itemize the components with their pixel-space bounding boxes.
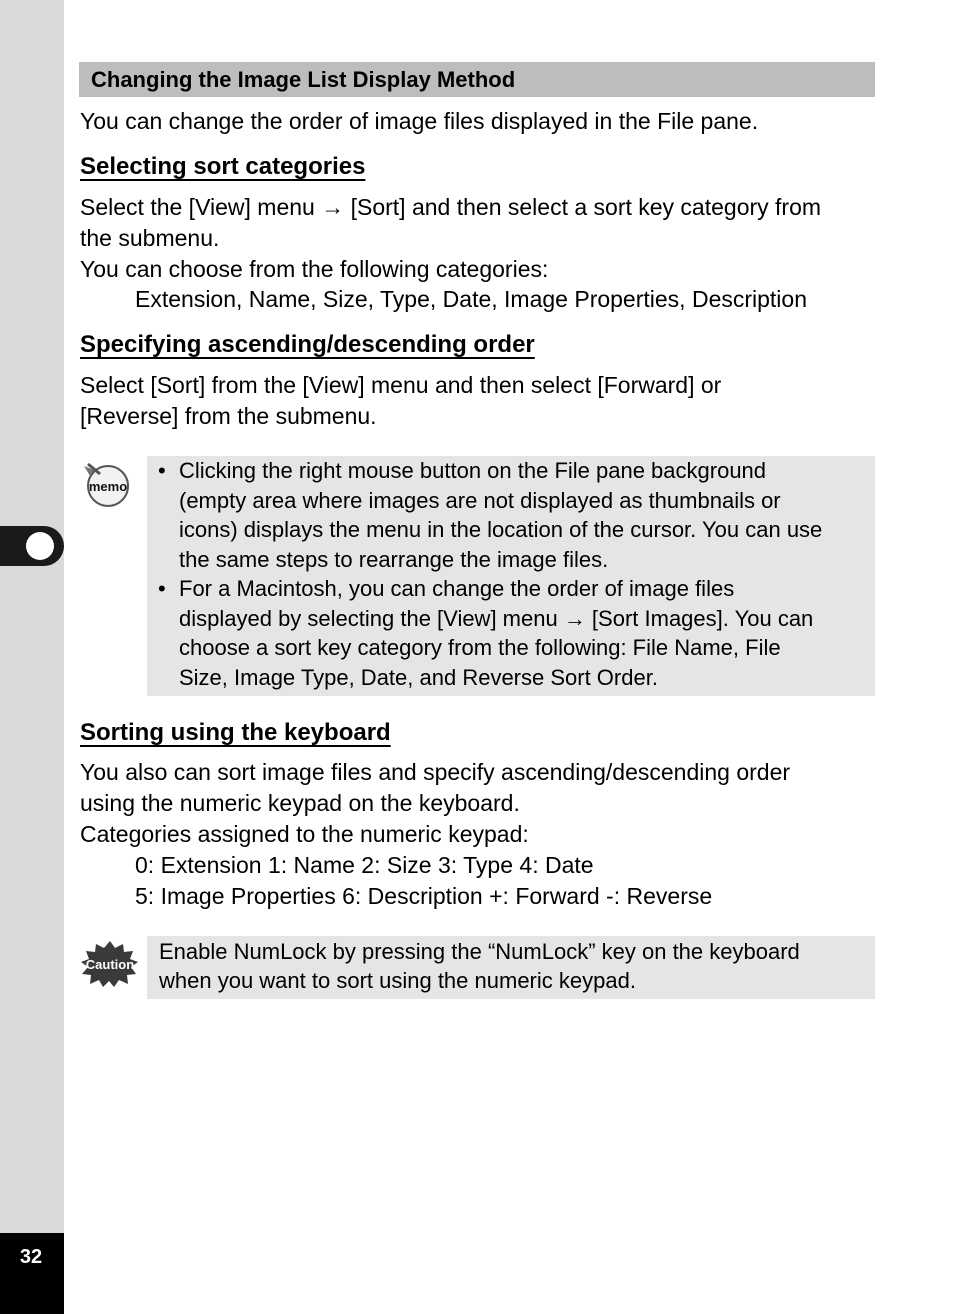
page-number-box: [0, 1233, 64, 1314]
left-margin-band: [0, 0, 64, 1314]
keyboard-line-3: Categories assigned to the numeric keypad:: [80, 821, 529, 847]
sort-categories-line-3: You can choose from the following categories:: [80, 256, 549, 282]
memo-icon: [80, 460, 132, 508]
memo-bullet-2: •: [158, 576, 166, 601]
heading-sort-categories: Selecting sort categories: [80, 153, 366, 180]
intro-text: You can change the order of image files displayed in the File pane.: [80, 108, 759, 134]
heading-order: Specifying ascending/descending order: [80, 331, 535, 358]
keyboard-keypad-line-2: 5: Image Properties 6: Description +: Forward -: Reverse: [135, 883, 713, 909]
memo-bullet-1: •: [158, 458, 166, 483]
page-number: 32: [19, 1246, 43, 1268]
keyboard-line-1: You also can sort image files and specify ascending/descending order: [80, 759, 791, 785]
caution-icon: [80, 940, 140, 988]
sort-categories-line-2: the submenu.: [80, 225, 220, 251]
chapter-tab-hole: [26, 532, 54, 560]
memo-item-1-line-4: the same steps to rearrange the image files.: [179, 546, 609, 572]
sort-categories-line-1: Select the [View] menu → [Sort] and then select a sort key category from: [80, 194, 822, 220]
memo-item-2-line-1: For a Macintosh, you can change the order of image files: [179, 576, 735, 601]
memo-item-1-line-1: Clicking the right mouse button on the File pane background: [179, 458, 767, 483]
memo-item-2-line-2: displayed by selecting the [View] menu → [Sort Images]. You can: [179, 605, 814, 631]
memo-item-1-line-2: (empty area where images are not displayed as thumbnails or: [179, 487, 781, 513]
memo-item-2-line-4: Size, Image Type, Date, and Reverse Sort Order.: [179, 664, 658, 690]
caution-line-2: when you want to sort using the numeric keypad.: [159, 968, 636, 993]
order-line-2: [Reverse] from the submenu.: [80, 403, 377, 429]
memo-icon-label: memo: [88, 479, 128, 494]
order-line-1: Select [Sort] from the [View] menu and then select [Forward] or: [80, 372, 722, 398]
sort-categories-list: Extension, Name, Size, Type, Date, Image Properties, Description: [135, 286, 807, 312]
caution-line-1: Enable NumLock by pressing the “NumLock” key on the keyboard: [159, 939, 800, 964]
section-title: Changing the Image List Display Method: [79, 62, 875, 97]
keyboard-line-2: using the numeric keypad on the keyboard.: [80, 790, 520, 816]
keyboard-keypad-line-1: 0: Extension 1: Name 2: Size 3: Type 4: Date: [135, 852, 594, 878]
caution-icon-label: Caution: [85, 957, 135, 972]
chapter-tab-marker: [0, 526, 64, 566]
memo-item-2-line-3: choose a sort key category from the following: File Name, File: [179, 635, 781, 660]
memo-item-1-line-3: icons) displays the menu in the location of the cursor. You can use: [179, 517, 823, 542]
heading-keyboard: Sorting using the keyboard: [80, 719, 391, 746]
